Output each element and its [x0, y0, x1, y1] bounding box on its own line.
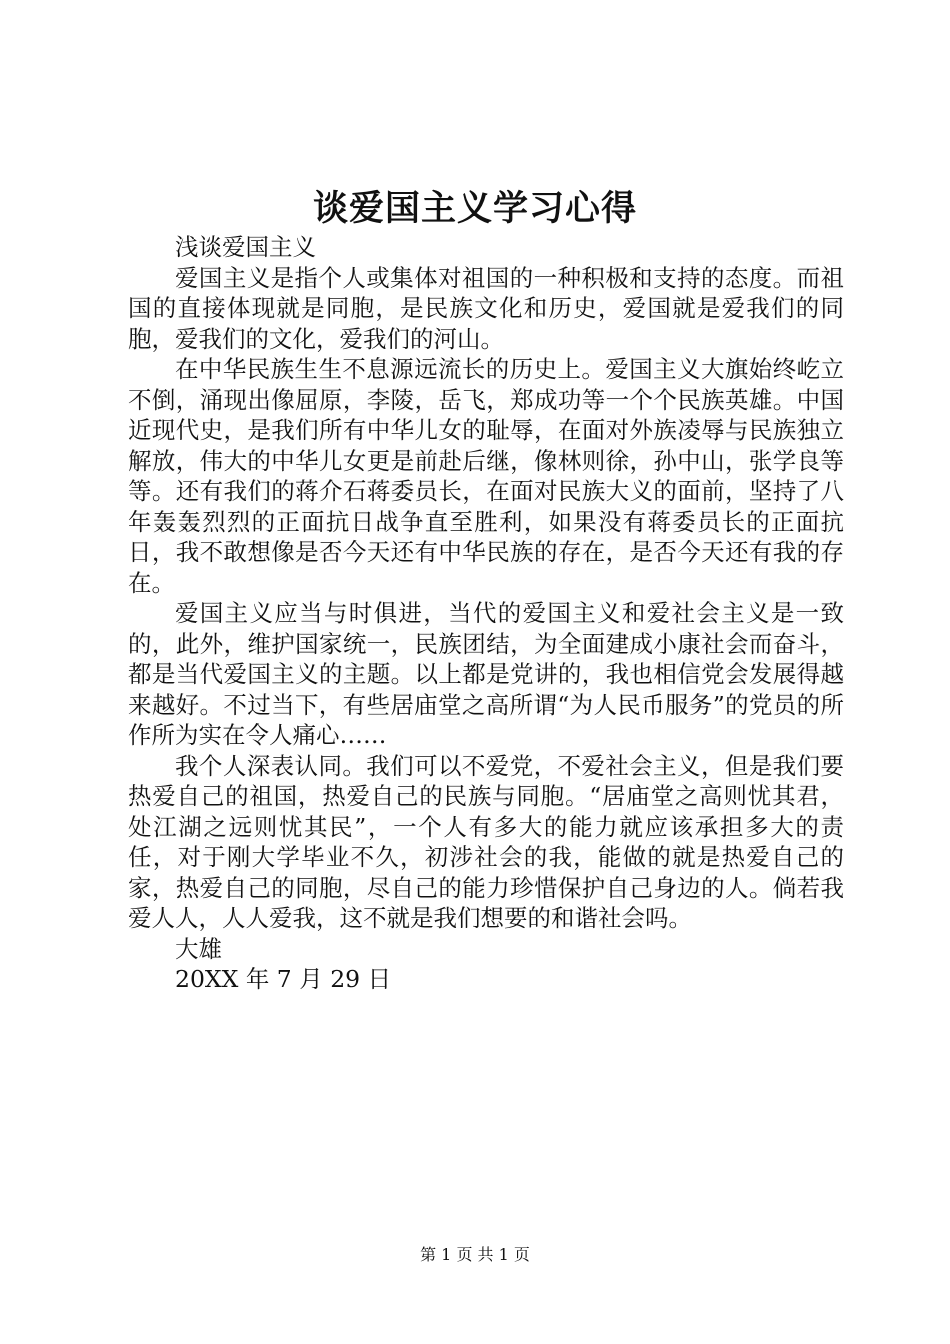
document-title: 谈爱国主义学习心得	[312, 188, 637, 229]
paragraph-3: 爱国主义应当与时俱进，当代的爱国主义和爱社会主义是一致的，此外，维护国家统一，民族团结，为全面建成小康社会而奋斗，都是当代爱国主义的主题。以上都是党讲的，我也相信党会发展得越来越好。不过当下，有些居庙堂之高所谓“为人民币服务”的党员的所作所为实在令人痛心……	[128, 599, 844, 749]
paragraph-4: 我个人深表认同。我们可以不爱党，不爱社会主义，但是我们要热爱自己的祖国，热爱自己的民族与同胞。“居庙堂之高则忧其君，处江湖之远则忧其民”，一个人有多大的能力就应该承担多大的责任，对于刚大学毕业不久，初涉社会的我，能做的就是热爱自己的家，热爱自己的同胞，尽自己的能力珍惜保护自己身边的人。倘若我爱人人，人人爱我，这不就是我们想要的和谐社会吗。	[128, 751, 844, 932]
paragraph-2: 在中华民族生生不息源远流长的历史上。爱国主义大旗始终屹立不倒，涌现出像屈原，李陵，岳飞，郑成功等一个个民族英雄。中国近现代史，是我们所有中华儿女的耻辱，在面对外族凌辱与民族独立解放，伟大的中华儿女更是前赴后继，像林则徐，孙中山，张学良等等。还有我们的蒋介石蒋委员长，在面对民族大义的面前，坚持了八年轰轰烈烈的正面抗日战争直至胜利，如果没有蒋委员长的正面抗日，我不敢想像是否今天还有中华民族的存在，是否今天还有我的存在。	[128, 355, 844, 597]
document-subtitle: 浅谈爱国主义	[175, 233, 316, 261]
document-date: 20XX 年 7 月 29 日	[175, 965, 392, 993]
paragraph-1: 爱国主义是指个人或集体对祖国的一种积极和支持的态度。而祖国的直接体现就是同胞，是民族文化和历史，爱国就是爱我们的同胞，爱我们的文化，爱我们的河山。	[128, 263, 844, 353]
page-footer: 第 1 页 共 1 页	[420, 1245, 530, 1264]
author-signature: 大雄	[175, 934, 222, 963]
document-body	[128, 232, 844, 995]
